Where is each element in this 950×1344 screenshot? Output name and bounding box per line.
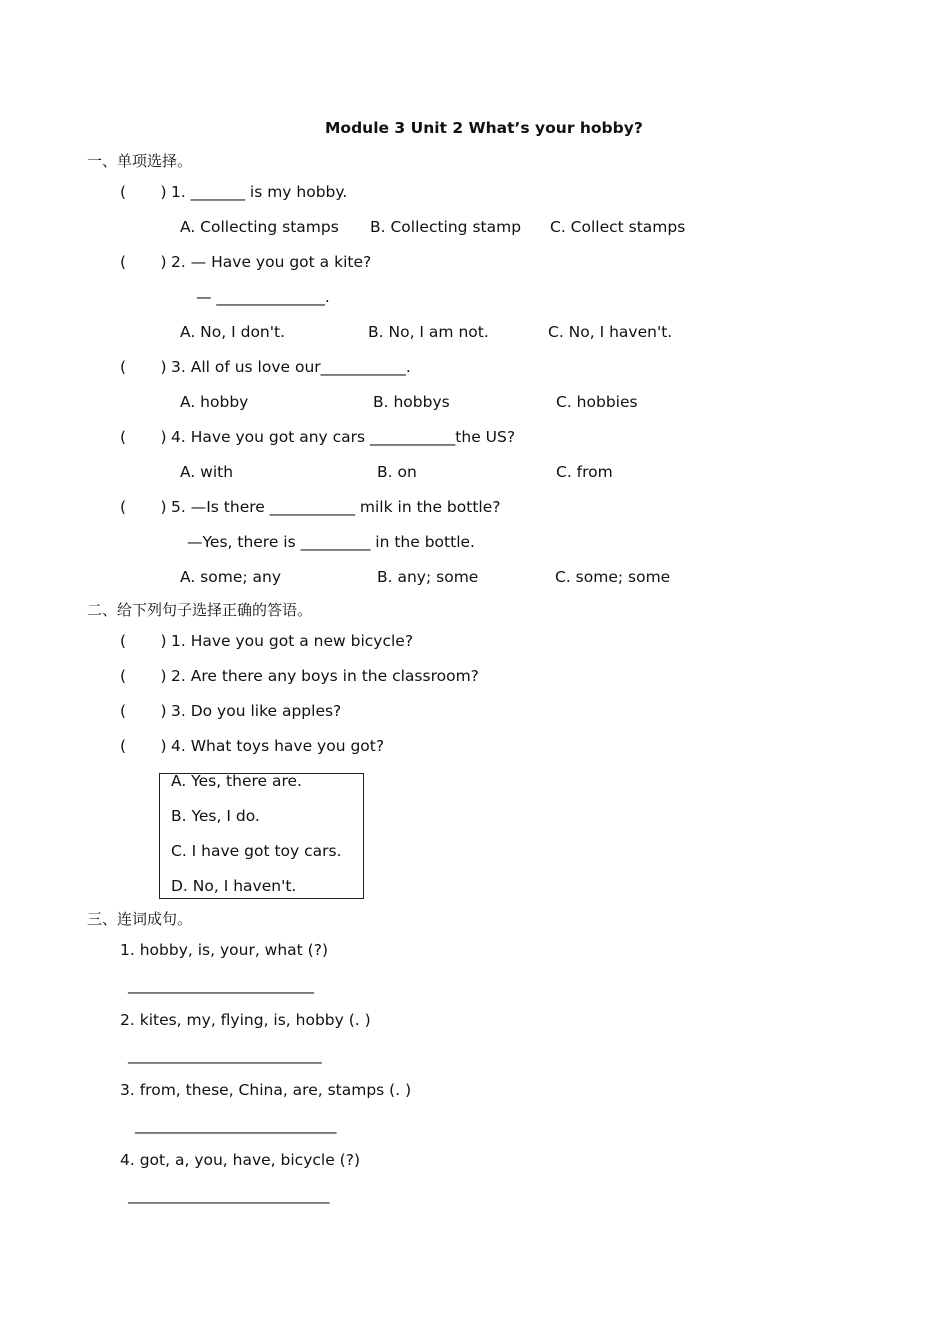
option-a: A. some; any — [180, 568, 282, 586]
sentence-prompt: 4. got, a, you, have, bicycle (?) — [120, 1151, 360, 1169]
option-c: C. No, I haven't. — [548, 323, 673, 341]
option-b: B. No, I am not. — [368, 323, 489, 341]
question-reply: —Yes, there is _________ in the bottle. — [187, 533, 475, 551]
option-a: A. hobby — [180, 393, 249, 411]
answer-line[interactable]: __________________________ — [128, 1186, 330, 1204]
question-stem: 3. All of us love our___________. — [171, 358, 411, 376]
section2-heading: 二、给下列句子选择正确的答语。 — [87, 601, 313, 619]
answer-bracket[interactable]: ( ) — [120, 183, 167, 201]
question-reply: — ______________. — [196, 288, 330, 306]
option-a: A. with — [180, 463, 234, 481]
answer-option: D. No, I haven't. — [171, 877, 297, 895]
option-b: B. Collecting stamp — [370, 218, 522, 236]
question-stem: 5. —Is there ___________ milk in the bottle? — [171, 498, 501, 516]
question-stem: 1. _______ is my hobby. — [171, 183, 348, 201]
answer-bracket[interactable]: ( ) — [120, 737, 167, 755]
section3-heading: 三、连词成句。 — [87, 910, 193, 928]
answer-bracket[interactable]: ( ) — [120, 358, 167, 376]
section1-heading: 一、单项选择。 — [87, 152, 193, 170]
option-c: C. hobbies — [556, 393, 638, 411]
question-stem: 1. Have you got a new bicycle? — [171, 632, 414, 650]
answer-line[interactable]: ________________________ — [128, 976, 314, 994]
answer-line[interactable]: _________________________ — [128, 1046, 322, 1064]
question-stem: 4. What toys have you got? — [171, 737, 385, 755]
answer-option: A. Yes, there are. — [171, 772, 302, 790]
option-a: A. Collecting stamps — [180, 218, 339, 236]
option-c: C. from — [556, 463, 613, 481]
answer-bracket[interactable]: ( ) — [120, 632, 167, 650]
answer-option: C. I have got toy cars. — [171, 842, 342, 860]
question-stem: 2. — Have you got a kite? — [171, 253, 372, 271]
sentence-prompt: 2. kites, my, flying, is, hobby (. ) — [120, 1011, 371, 1029]
answer-option: B. Yes, I do. — [171, 807, 260, 825]
answer-bracket[interactable]: ( ) — [120, 702, 167, 720]
question-stem: 2. Are there any boys in the classroom? — [171, 667, 479, 685]
answer-bracket[interactable]: ( ) — [120, 253, 167, 271]
answer-bracket[interactable]: ( ) — [120, 428, 167, 446]
answer-bracket[interactable]: ( ) — [120, 498, 167, 516]
option-c: C. some; some — [555, 568, 671, 586]
question-stem: 4. Have you got any cars ___________the US? — [171, 428, 516, 446]
option-a: A. No, I don't. — [180, 323, 286, 341]
answer-bracket[interactable]: ( ) — [120, 667, 167, 685]
option-b: B. hobbys — [373, 393, 450, 411]
sentence-prompt: 3. from, these, China, are, stamps (. ) — [120, 1081, 412, 1099]
option-b: B. any; some — [377, 568, 479, 586]
option-c: C. Collect stamps — [550, 218, 686, 236]
option-b: B. on — [377, 463, 417, 481]
answer-line[interactable]: __________________________ — [135, 1116, 337, 1134]
sentence-prompt: 1. hobby, is, your, what (?) — [120, 941, 328, 959]
question-stem: 3. Do you like apples? — [171, 702, 342, 720]
page-title: Module 3 Unit 2 What’s your hobby? — [325, 119, 643, 137]
